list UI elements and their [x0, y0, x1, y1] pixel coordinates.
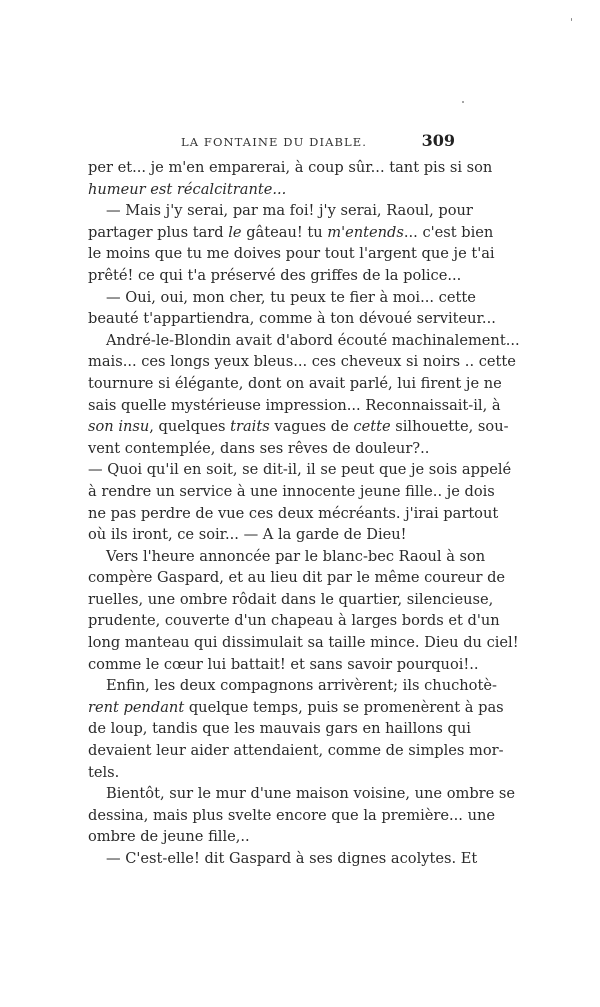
text-line: [88, 416, 509, 438]
text-segment: compère Gaspard, et au lieu dit par le même coureur de: [88, 569, 506, 587]
text-line: [88, 697, 504, 719]
body-text: [88, 157, 520, 870]
text-line: [88, 546, 486, 568]
text-segment: vent contemplée, dans ses rêves de douleur?..: [88, 439, 430, 457]
italic-text: m'entends: [327, 223, 404, 241]
text-line: [88, 805, 496, 827]
text-segment: per et... je m'en emparerai, à coup sûr... tant pis si son: [88, 159, 493, 176]
italic-text: pendant: [123, 698, 185, 716]
text-segment: quelque temps, puis se promenèrent à pas: [184, 698, 504, 716]
text-line: [88, 373, 502, 395]
text-segment: sais quelle mystérieuse impression... Reconnaissait-il, à: [88, 396, 501, 414]
text-segment: prudente, couverte d'un chapeau à larges bords et d'un: [88, 612, 500, 630]
text-line: [88, 503, 499, 525]
text-line: [88, 287, 476, 309]
page-number: 309: [421, 131, 455, 150]
paper-speck: [571, 18, 572, 21]
text-line: [88, 438, 456, 460]
text-segment: comme le cœur lui battait! et sans savoir pourquoi!..: [88, 655, 479, 673]
text-line: [88, 179, 456, 201]
text-segment: gâteau! tu: [241, 223, 328, 241]
italic-text: cette: [353, 418, 391, 436]
text-segment: ruelles, une ombre rôdait dans le quartier, silencieuse,: [88, 590, 494, 608]
text-segment: beauté t'appartiendra, comme à ton dévoué serviteur...: [88, 310, 496, 328]
text-line: [88, 351, 516, 373]
running-header: [88, 131, 455, 153]
text-line: [88, 222, 494, 244]
text-segment: partager plus tard: [88, 223, 229, 241]
text-segment: — Oui, oui, mon cher, tu peux te fier à moi... cette: [106, 288, 476, 306]
text-line: [88, 826, 456, 848]
text-segment: long manteau qui dissimulait sa taille mince. Dieu du ciel!: [88, 634, 519, 652]
text-segment: , quelques: [149, 418, 231, 436]
italic-text: son insu: [88, 418, 150, 436]
text-segment: à rendre un service à une innocente jeune fille.. je dois: [88, 482, 495, 500]
text-segment: — Mais j'y serai, par ma foi! j'y serai, Raoul, pour: [106, 202, 473, 220]
text-segment: dessina, mais plus svelte encore que la première... une: [88, 806, 496, 824]
text-line: [88, 524, 456, 546]
text-line: [88, 265, 462, 287]
text-segment: tels.: [88, 763, 120, 781]
text-line: [88, 330, 520, 352]
paper-speck: [462, 101, 464, 103]
text-line: [88, 718, 471, 740]
text-segment: — C'est-elle! dit Gaspard à ses dignes acolytes. Et: [106, 850, 478, 867]
text-line: [88, 157, 493, 179]
text-line: [88, 395, 501, 417]
text-line: [88, 459, 512, 481]
text-line: [88, 308, 496, 330]
text-segment: ... c'est bien: [403, 223, 494, 241]
text-segment: de loup, tandis que les mauvais gars en haillons qui: [88, 720, 471, 738]
italic-text: rent: [88, 698, 124, 716]
text-segment: — Quoi qu'il en soit, se dit-il, il se peut que je sois appelé: [88, 461, 512, 479]
text-line: [88, 848, 478, 870]
italic-text: le: [228, 223, 242, 241]
text-line: [88, 654, 479, 676]
text-segment: Bientôt, sur le mur d'une maison voisine, une ombre se: [106, 785, 516, 803]
text-segment: ne pas perdre de vue ces deux mécréants. j'irai partout: [88, 504, 499, 522]
text-line: [88, 589, 494, 611]
text-segment: André-le-Blondin avait d'abord écouté machinalement...: [106, 331, 520, 349]
text-segment: vagues de: [269, 418, 354, 436]
text-line: [88, 243, 495, 265]
text-segment: le moins que tu me doives pour tout l'argent que je t'ai: [88, 245, 495, 263]
text-segment: Vers l'heure annoncée par le blanc-bec Raoul à son: [106, 547, 486, 565]
text-line: [88, 481, 495, 503]
text-segment: ombre de jeune fille,..: [88, 828, 250, 846]
text-segment: prêté! ce qui t'a préservé des griffes de la police...: [88, 266, 462, 284]
text-line: [88, 632, 519, 654]
text-segment: Enfin, les deux compagnons arrivèrent; ils chuchotè-: [106, 677, 497, 695]
text-line: [88, 783, 516, 805]
text-segment: mais... ces longs yeux bleus... ces cheveux si noirs .. cette: [88, 353, 516, 371]
text-line: [88, 762, 456, 784]
running-title: LA FONTAINE DU DIABLE.: [181, 135, 368, 149]
text-segment: où ils iront, ce soir... — A la garde de Dieu!: [88, 526, 407, 544]
italic-text: traits: [230, 418, 270, 436]
text-line: [88, 610, 500, 632]
text-line: [88, 675, 497, 697]
italic-text: humeur est récalcitrante...: [88, 180, 287, 198]
text-segment: devaient leur aider attendaient, comme de simples mor-: [88, 742, 504, 760]
text-line: [88, 567, 506, 589]
text-segment: silhouette, sou-: [390, 418, 509, 436]
text-segment: tournure si élégante, dont on avait parlé, lui firent je ne: [88, 374, 502, 392]
text-line: [88, 200, 473, 222]
text-line: [88, 740, 504, 762]
